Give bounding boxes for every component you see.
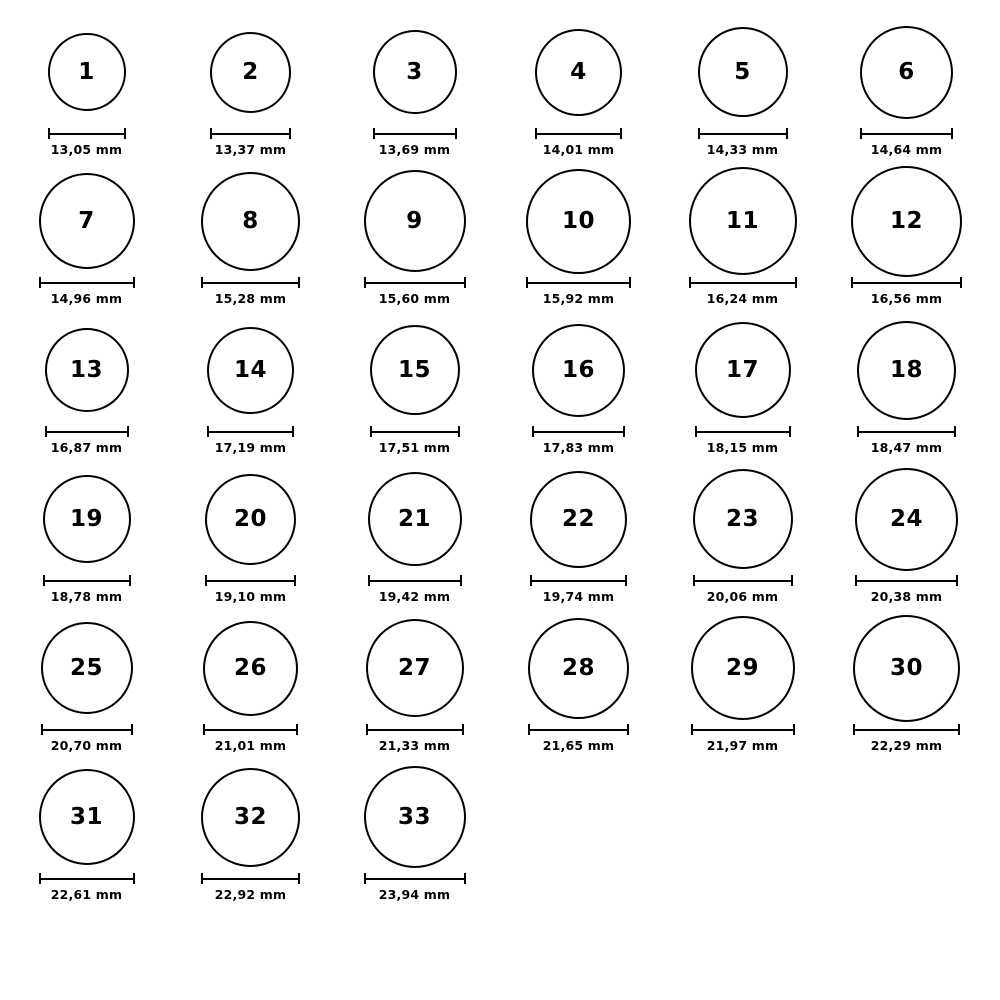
ring-diameter-label: 15,60 mm (378, 291, 451, 306)
ring-diameter-label: 17,19 mm (214, 440, 287, 455)
ring-circle (860, 26, 953, 119)
ring-circle (855, 468, 958, 571)
ring-circle (368, 472, 462, 566)
ring-size-cell (337, 18, 492, 157)
ring-measure (39, 277, 135, 306)
ring-size-label: 16 (561, 356, 595, 383)
ring-diameter-label: 16,24 mm (706, 291, 779, 306)
ring-measure (201, 873, 300, 902)
ring-diameter-label: 21,33 mm (378, 738, 451, 753)
caliper-icon (530, 575, 627, 585)
caliper-icon (201, 873, 300, 883)
chart-row (0, 167, 1000, 316)
ring-diameter-label: 16,56 mm (870, 291, 943, 306)
caliper-icon (43, 575, 131, 585)
ring-circle-wrap (205, 465, 296, 573)
ring-size-label: 20 (233, 505, 267, 532)
ring-size-cell (501, 465, 656, 604)
ring-circle-wrap (373, 18, 457, 126)
ring-size-label: 28 (561, 654, 595, 681)
ring-circle (364, 170, 466, 272)
ring-circle (41, 622, 133, 714)
ring-measure (689, 277, 797, 306)
ring-measure (201, 277, 300, 306)
ring-size-label: 22 (561, 505, 595, 532)
ring-size-label: 27 (397, 654, 431, 681)
ring-size-label: 3 (406, 58, 423, 85)
ring-measure (693, 575, 793, 604)
ring-circle-wrap (203, 614, 298, 722)
ring-measure (210, 128, 291, 157)
caliper-icon (855, 575, 958, 585)
ring-size-label: 30 (889, 654, 923, 681)
ring-size-label: 25 (69, 654, 103, 681)
ring-size-cell (9, 763, 164, 902)
ring-circle-wrap (691, 614, 795, 722)
ring-circle (43, 475, 131, 563)
ring-circle-wrap (41, 614, 133, 722)
caliper-icon (41, 724, 133, 734)
ring-measure (851, 277, 962, 306)
ring-circle (48, 33, 126, 111)
ring-circle-wrap (698, 18, 788, 126)
ring-size-label: 4 (570, 58, 587, 85)
ring-measure (364, 873, 466, 902)
ring-diameter-label: 21,65 mm (542, 738, 615, 753)
ring-diameter-label: 15,28 mm (214, 291, 287, 306)
ring-measure (526, 277, 631, 306)
ring-diameter-label: 18,15 mm (706, 440, 779, 455)
ring-diameter-label: 13,05 mm (50, 142, 123, 157)
ring-size-cell (9, 465, 164, 604)
ring-diameter-label: 18,78 mm (50, 589, 123, 604)
ring-circle (851, 166, 962, 277)
ring-size-cell (337, 167, 492, 306)
caliper-icon (207, 426, 294, 436)
caliper-icon (39, 873, 135, 883)
ring-measure (530, 575, 627, 604)
caliper-icon (45, 426, 129, 436)
chart-row (0, 763, 1000, 912)
ring-circle (207, 327, 294, 414)
ring-circle (203, 621, 298, 716)
ring-circle (373, 30, 457, 114)
ring-diameter-label: 16,87 mm (50, 440, 123, 455)
caliper-icon (364, 277, 466, 287)
caliper-icon (698, 128, 788, 138)
ring-diameter-label: 20,70 mm (50, 738, 123, 753)
ring-circle (535, 29, 622, 116)
ring-size-label: 11 (725, 207, 759, 234)
ring-size-cell (829, 465, 984, 604)
ring-size-label: 24 (889, 505, 923, 532)
ring-diameter-label: 13,37 mm (214, 142, 287, 157)
ring-measure (39, 873, 135, 902)
caliper-icon (695, 426, 791, 436)
ring-circle-wrap (851, 167, 962, 275)
ring-circle (205, 474, 296, 565)
ring-size-cell (9, 167, 164, 306)
ring-circle (39, 769, 135, 865)
ring-circle-wrap (860, 18, 953, 126)
ring-diameter-label: 21,01 mm (214, 738, 287, 753)
ring-measure (45, 426, 129, 455)
ring-circle (364, 766, 466, 868)
ring-size-label: 26 (233, 654, 267, 681)
ring-size-cell (829, 316, 984, 455)
ring-measure (528, 724, 629, 753)
ring-diameter-label: 14,33 mm (706, 142, 779, 157)
ring-circle (370, 325, 460, 415)
ring-measure (43, 575, 131, 604)
caliper-icon (860, 128, 953, 138)
ring-diameter-label: 19,42 mm (378, 589, 451, 604)
ring-measure (855, 575, 958, 604)
ring-size-cell (9, 316, 164, 455)
ring-circle (45, 328, 129, 412)
caliper-icon (535, 128, 622, 138)
ring-diameter-label: 17,83 mm (542, 440, 615, 455)
caliper-icon (366, 724, 464, 734)
ring-measure (860, 128, 953, 157)
ring-circle (689, 167, 797, 275)
ring-diameter-label: 13,69 mm (378, 142, 451, 157)
ring-circle-wrap (364, 167, 466, 275)
ring-diameter-label: 23,94 mm (378, 887, 451, 902)
ring-size-label: 21 (397, 505, 431, 532)
ring-size-cell (665, 167, 820, 306)
ring-measure (532, 426, 625, 455)
ring-size-cell (829, 614, 984, 753)
ring-measure (857, 426, 956, 455)
caliper-icon (364, 873, 466, 883)
ring-circle-wrap (39, 763, 135, 871)
ring-circle (695, 322, 791, 418)
chart-row (0, 614, 1000, 763)
caliper-icon (851, 277, 962, 287)
ring-measure (205, 575, 296, 604)
ring-circle-wrap (364, 763, 466, 871)
ring-circle (693, 469, 793, 569)
ring-circle (210, 32, 291, 113)
ring-diameter-label: 18,47 mm (870, 440, 943, 455)
ring-measure (366, 724, 464, 753)
caliper-icon (691, 724, 795, 734)
ring-size-label: 9 (406, 207, 423, 234)
ring-size-cell (173, 316, 328, 455)
ring-size-cell (665, 18, 820, 157)
ring-circle-wrap (43, 465, 131, 573)
caliper-icon (210, 128, 291, 138)
ring-circle (201, 768, 300, 867)
ring-size-label: 2 (242, 58, 259, 85)
ring-diameter-label: 22,92 mm (214, 887, 287, 902)
caliper-icon (48, 128, 126, 138)
ring-diameter-label: 19,10 mm (214, 589, 287, 604)
ring-measure (203, 724, 298, 753)
ring-diameter-label: 17,51 mm (378, 440, 451, 455)
ring-circle-wrap (689, 167, 797, 275)
ring-measure (368, 575, 462, 604)
ring-circle-wrap (535, 18, 622, 126)
ring-size-label: 23 (725, 505, 759, 532)
chart-row (0, 316, 1000, 465)
ring-size-label: 13 (69, 356, 103, 383)
caliper-icon (853, 724, 960, 734)
ring-circle-wrap (526, 167, 631, 275)
ring-circle-wrap (693, 465, 793, 573)
ring-measure (207, 426, 294, 455)
ring-circle-wrap (201, 763, 300, 871)
ring-diameter-label: 22,29 mm (870, 738, 943, 753)
ring-diameter-label: 19,74 mm (542, 589, 615, 604)
ring-diameter-label: 21,97 mm (706, 738, 779, 753)
ring-circle-wrap (201, 167, 300, 275)
ring-size-cell (665, 614, 820, 753)
ring-size-label: 33 (397, 803, 431, 830)
caliper-icon (532, 426, 625, 436)
caliper-icon (370, 426, 460, 436)
ring-diameter-label: 14,01 mm (542, 142, 615, 157)
ring-size-label: 6 (898, 58, 915, 85)
caliper-icon (203, 724, 298, 734)
ring-circle (698, 27, 788, 117)
ring-measure (535, 128, 622, 157)
ring-diameter-label: 14,96 mm (50, 291, 123, 306)
ring-circle-wrap (368, 465, 462, 573)
caliper-icon (526, 277, 631, 287)
ring-measure (364, 277, 466, 306)
ring-circle-wrap (210, 18, 291, 126)
ring-size-cell (9, 18, 164, 157)
ring-size-cell (337, 316, 492, 455)
ring-circle-wrap (532, 316, 625, 424)
caliper-icon (39, 277, 135, 287)
caliper-icon (857, 426, 956, 436)
ring-size-cell (173, 18, 328, 157)
caliper-icon (689, 277, 797, 287)
ring-size-label: 17 (725, 356, 759, 383)
ring-circle-wrap (857, 316, 956, 424)
ring-circle (857, 321, 956, 420)
ring-circle (39, 173, 135, 269)
ring-size-label: 8 (242, 207, 259, 234)
ring-circle (201, 172, 300, 271)
ring-circle (853, 615, 960, 722)
ring-size-label: 31 (69, 803, 103, 830)
ring-measure (698, 128, 788, 157)
ring-circle (530, 471, 627, 568)
chart-row (0, 465, 1000, 614)
caliper-icon (205, 575, 296, 585)
ring-size-cell (501, 18, 656, 157)
ring-circle-wrap (528, 614, 629, 722)
ring-measure (691, 724, 795, 753)
ring-size-label: 14 (233, 356, 267, 383)
ring-circle-wrap (695, 316, 791, 424)
ring-circle (691, 616, 795, 720)
ring-size-cell (337, 465, 492, 604)
ring-circle-wrap (39, 167, 135, 275)
ring-measure (373, 128, 457, 157)
ring-measure (853, 724, 960, 753)
ring-size-cell (173, 465, 328, 604)
ring-diameter-label: 15,92 mm (542, 291, 615, 306)
ring-size-cell (337, 614, 492, 753)
ring-size-label: 10 (561, 207, 595, 234)
ring-circle (526, 169, 631, 274)
ring-circle-wrap (370, 316, 460, 424)
ring-measure (370, 426, 460, 455)
ring-diameter-label: 14,64 mm (870, 142, 943, 157)
ring-size-label: 19 (69, 505, 103, 532)
caliper-icon (368, 575, 462, 585)
ring-size-label: 5 (734, 58, 751, 85)
ring-circle-wrap (48, 18, 126, 126)
ring-size-label: 1 (78, 58, 95, 85)
ring-circle (366, 619, 464, 717)
ring-measure (695, 426, 791, 455)
ring-circle-wrap (366, 614, 464, 722)
ring-size-cell (501, 614, 656, 753)
ring-size-cell (173, 614, 328, 753)
ring-size-cell (9, 614, 164, 753)
ring-size-cell (173, 763, 328, 902)
ring-circle-wrap (853, 614, 960, 722)
ring-size-label: 12 (889, 207, 923, 234)
caliper-icon (373, 128, 457, 138)
ring-measure (41, 724, 133, 753)
ring-diameter-label: 20,38 mm (870, 589, 943, 604)
ring-size-cell (829, 167, 984, 306)
ring-circle-wrap (855, 465, 958, 573)
ring-size-cell (665, 465, 820, 604)
ring-size-label: 32 (233, 803, 267, 830)
caliper-icon (201, 277, 300, 287)
ring-size-cell (829, 18, 984, 157)
chart-row (0, 18, 1000, 167)
ring-circle-wrap (530, 465, 627, 573)
caliper-icon (528, 724, 629, 734)
ring-size-label: 15 (397, 356, 431, 383)
ring-diameter-label: 20,06 mm (706, 589, 779, 604)
ring-size-cell (501, 316, 656, 455)
ring-circle-wrap (45, 316, 129, 424)
ring-diameter-label: 22,61 mm (50, 887, 123, 902)
ring-circle (528, 618, 629, 719)
ring-size-label: 7 (78, 207, 95, 234)
ring-size-cell (337, 763, 492, 902)
ring-circle (532, 324, 625, 417)
ring-size-cell (173, 167, 328, 306)
caliper-icon (693, 575, 793, 585)
ring-measure (48, 128, 126, 157)
ring-size-label: 29 (725, 654, 759, 681)
ring-circle-wrap (207, 316, 294, 424)
ring-size-cell (501, 167, 656, 306)
ring-size-label: 18 (889, 356, 923, 383)
ring-size-cell (665, 316, 820, 455)
